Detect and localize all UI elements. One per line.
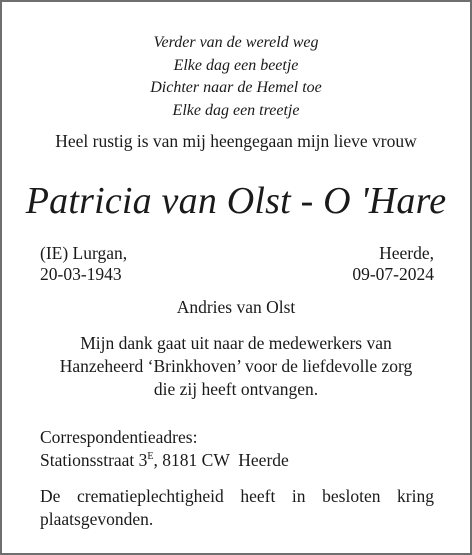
closing-line: plaatsgevonden. <box>40 509 154 529</box>
husband-name: Andries van Olst <box>176 297 296 317</box>
poem-line: Elke dag een beetje <box>173 56 299 74</box>
poem-line: Dichter naar de Hemel toe <box>150 79 322 96</box>
thanks-line: Hanzeheerd ‘Brinkhoven’ voor de liefdevolle zorg <box>59 356 413 376</box>
poem-line: Verder van de wereld weg <box>153 34 319 51</box>
address-line <box>40 449 289 472</box>
address-suffix: E <box>147 451 154 462</box>
correspondence-address <box>40 426 289 472</box>
closing-line: De crematieplechtigheid heeft in besloten kring <box>40 486 434 506</box>
intro-text: Heel rustig is van mij heengegaan mijn lieve vrouw <box>55 131 417 151</box>
death-place: Heerde, <box>379 243 434 263</box>
thanks-paragraph <box>2 332 470 401</box>
birth-date: 20-03-1943 <box>40 264 122 284</box>
thanks-line: die zij heeft ontvangen. <box>153 379 319 399</box>
birth-place: (IE) Lurgan, <box>40 243 128 263</box>
death-info <box>352 243 434 285</box>
poem-line: Elke dag een treetje <box>172 101 300 119</box>
birth-info <box>40 243 127 285</box>
address-street: Stationsstraat 3 <box>40 450 148 470</box>
thanks-line: Mijn dank gaat uit naar de medewerkers van <box>80 333 392 353</box>
closing-paragraph <box>40 485 434 531</box>
deceased-name: Patricia van Olst - O 'Hare <box>25 180 447 222</box>
death-date: 09-07-2024 <box>352 264 434 284</box>
address-rest: , 8181 CW Heerde <box>153 450 289 470</box>
poem <box>2 32 470 122</box>
correspondence-label: Correspondentieadres: <box>40 427 198 447</box>
